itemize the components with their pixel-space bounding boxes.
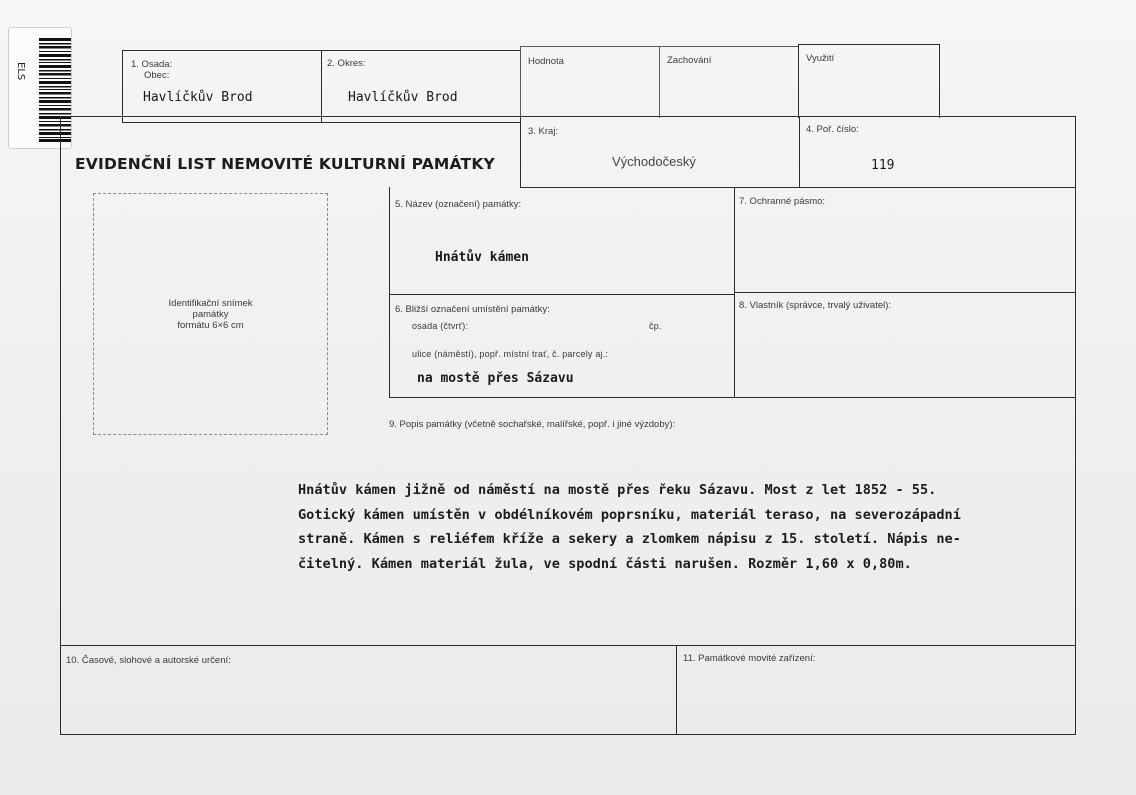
hodnota-label: Hodnota — [528, 56, 564, 67]
kraj-label: 3. Kraj: — [528, 126, 559, 137]
popis-label: 9. Popis památky (včetně sochařské, malířské, popř. i jiné výzdoby): — [389, 419, 676, 430]
casove-urceni-label: 10. Časové, slohové a autorské určení: — [66, 655, 231, 666]
por-cislo-label: 4. Poř. číslo: — [806, 124, 859, 135]
photo-caption-line: formátu 6×6 cm — [177, 320, 244, 331]
umisteni-osada-label: osada (čtvrť): — [412, 321, 469, 331]
movite-zarizeni-label: 11. Památkové movité zařízení: — [683, 653, 816, 664]
vyuziti-label: Využití — [806, 53, 835, 64]
obec-label: Obec: — [144, 70, 170, 81]
popis-line: Gotický kámen umístěn v obdélníkovém poprsníku, materiál teraso, na severozápadní — [298, 506, 961, 523]
nazev-label: 5. Název (označení) památky: — [395, 199, 522, 210]
umisteni-cp-label: čp. — [649, 321, 662, 331]
umisteni-ulice-label: ulice (náměstí), popř. místní trať, č. parcely aj.: — [412, 349, 609, 359]
popis-line: Hnátův kámen jižně od náměstí na mostě přes řeku Sázavu. Most z let 1852 - 55. — [298, 482, 937, 498]
vlastnik-label: 8. Vlastník (správce, trvalý uživatel): — [739, 300, 892, 311]
por-cislo-value: 119 — [871, 158, 895, 173]
umisteni-value: na mostě přes Sázavu — [417, 371, 574, 386]
photo-caption-line: památky — [192, 309, 229, 320]
page-title: EVIDENČNÍ LIST NEMOVITÉ KULTURNÍ PAMÁTKY — [75, 155, 495, 173]
zachovani-label: Zachování — [667, 55, 712, 66]
photo-placeholder — [93, 193, 328, 435]
popis-line: čitelný. Kámen materiál žula, ve spodní části narušen. Rozměr 1,60 x 0,80m. — [298, 555, 912, 572]
okres-value: Havlíčkův Brod — [348, 90, 458, 105]
barcode-code: ELS — [15, 62, 26, 81]
field-kraj — [520, 116, 800, 188]
okres-label: 2. Okres: — [327, 58, 366, 69]
kraj-value: Východočeský — [612, 154, 696, 169]
ochranne-pasmo-label: 7. Ochranné pásmo: — [739, 196, 826, 207]
osada-value: Havlíčkův Brod — [143, 90, 253, 105]
nazev-value: Hnátův kámen — [435, 250, 529, 265]
umisteni-label: 6. Bližší označení umístění památky: — [395, 304, 550, 315]
popis-text — [298, 478, 1018, 576]
popis-line: straně. Kámen s reliéfem kříže a sekery a zlomkem nápisu z 15. století. Nápis ne- — [298, 531, 961, 548]
osada-label: 1. Osada: — [131, 59, 173, 70]
photo-caption-line: Identifikační snímek — [168, 298, 253, 309]
